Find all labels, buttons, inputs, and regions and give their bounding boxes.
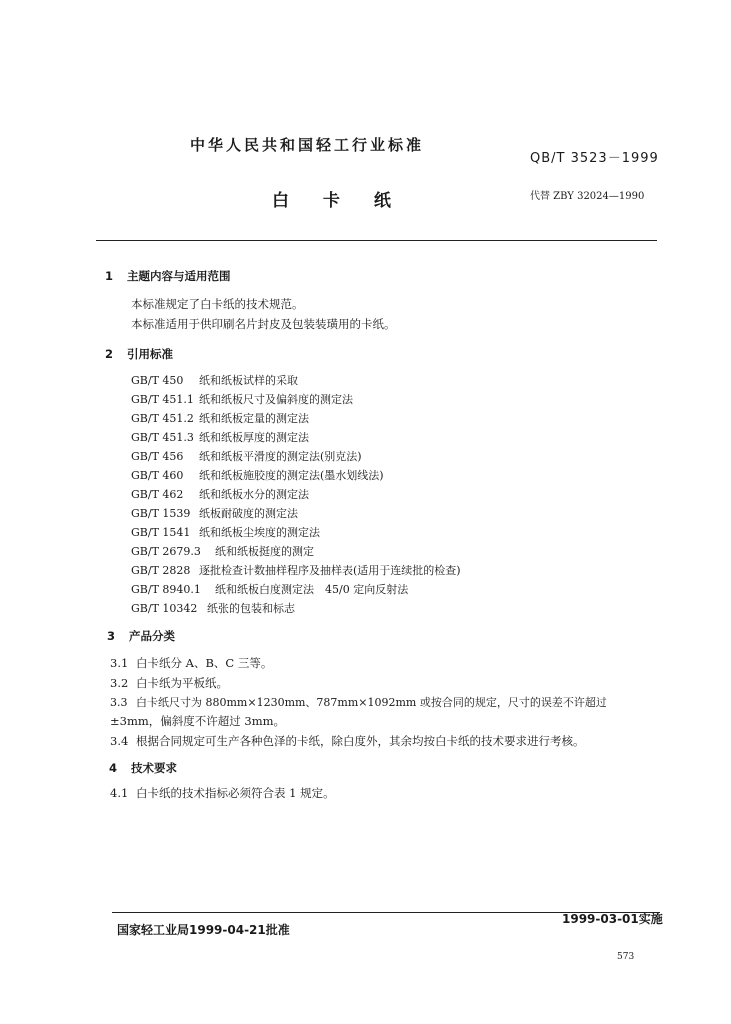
- paragraph: 本标准规定了白卡纸的技术规范。: [131, 297, 304, 311]
- paragraph: 本标准适用于供印刷名片封皮及包装装璜用的卡纸。: [131, 317, 396, 331]
- clause-number: 3.4: [110, 734, 129, 748]
- header-rule: [96, 240, 657, 241]
- reference-code: GB/T 451.3: [131, 431, 194, 444]
- reference-item: [131, 581, 408, 597]
- reference-title: 纸张的包装和标志: [207, 602, 295, 615]
- reference-item: [131, 600, 295, 616]
- reference-title: 纸和纸板试样的采取: [199, 374, 298, 387]
- reference-title: 纸和纸板挺度的测定: [215, 545, 314, 558]
- reference-title: 纸和纸板平滑度的测定法(别克法): [199, 450, 362, 463]
- standard-code: QB/T 3523－1999: [530, 151, 659, 166]
- clause-number: 3.3: [110, 696, 128, 709]
- clause-4-1: [110, 785, 335, 801]
- clause-text: 根据合同规定可生产各种色泽的卡纸，除白度外，其余均按白卡纸的技术要求进行考核。: [136, 734, 585, 748]
- doc-title: 白 卡 纸: [272, 191, 405, 211]
- section-number: 4: [109, 761, 118, 775]
- clause-continuation: ±3mm，偏斜度不许超过 3mm。: [110, 714, 286, 728]
- clause-text: 白卡纸分 A、B、C 三等。: [136, 656, 273, 670]
- section-number: 2: [105, 347, 114, 361]
- clause-3-4: [110, 733, 585, 749]
- section-title: 技术要求: [131, 761, 177, 775]
- reference-code: GB/T 460: [131, 469, 184, 482]
- implementation-date: 1999-03-01实施: [562, 912, 663, 926]
- section-4-heading: [109, 760, 177, 776]
- footer-rule: [112, 912, 660, 913]
- section-title: 引用标准: [127, 347, 173, 361]
- clause-text: 白卡纸的技术指标必须符合表 1 规定。: [136, 786, 335, 800]
- clause-text: 白卡纸尺寸为 880mm×1230mm、787mm×1092mm 或按合同的规定，尺寸的误差不许超过: [136, 696, 607, 709]
- reference-code: GB/T 450: [131, 374, 184, 387]
- reference-code: GB/T 10342: [131, 602, 198, 615]
- reference-item: [131, 524, 320, 540]
- reference-title: 纸和纸板定量的测定法: [199, 412, 309, 425]
- reference-title: 纸和纸板水分的测定法: [199, 488, 309, 501]
- reference-code: GB/T 462: [131, 488, 184, 501]
- section-2-heading: [105, 346, 173, 362]
- reference-item: [131, 543, 314, 559]
- clause-number: 3.1: [110, 656, 129, 670]
- clause-number: 3.2: [110, 676, 129, 690]
- clause-3-1: [110, 655, 272, 671]
- replaces-note: 代替 ZBY 32024—1990: [530, 191, 645, 202]
- reference-item: [131, 505, 298, 521]
- reference-title: 逐批检查计数抽样程序及抽样表(适用于连续批的检查): [199, 564, 461, 577]
- reference-code: GB/T 456: [131, 450, 184, 463]
- reference-item: [131, 410, 309, 426]
- reference-title: 纸板耐破度的测定法: [199, 507, 298, 520]
- standard-title: 中华人民共和国轻工行业标准: [190, 136, 425, 154]
- reference-title: 纸和纸板厚度的测定法: [199, 431, 309, 444]
- section-title: 产品分类: [129, 629, 175, 643]
- reference-code: GB/T 2828: [131, 564, 191, 577]
- reference-code: GB/T 1541: [131, 526, 191, 539]
- reference-code: GB/T 451.2: [131, 412, 194, 425]
- page-number: 573: [617, 952, 635, 962]
- section-number: 1: [105, 269, 114, 283]
- reference-code: GB/T 8940.1: [131, 583, 201, 596]
- reference-title: 纸和纸板尺寸及偏斜度的测定法: [199, 393, 353, 406]
- reference-item: [131, 448, 362, 464]
- section-title: 主题内容与适用范围: [127, 269, 231, 283]
- reference-item: [131, 467, 384, 483]
- reference-item: [131, 429, 309, 445]
- reference-title: 纸和纸板尘埃度的测定法: [199, 526, 320, 539]
- reference-title: 纸和纸板施胶度的测定法(墨水划线法): [199, 469, 384, 482]
- approval-line: 国家轻工业局1999-04-21批准: [117, 923, 290, 937]
- reference-item: [131, 486, 309, 502]
- clause-3-3: [110, 694, 607, 710]
- section-1-heading: [105, 268, 231, 284]
- reference-code: GB/T 451.1: [131, 393, 194, 406]
- clause-number: 4.1: [110, 786, 129, 800]
- reference-code: GB/T 1539: [131, 507, 191, 520]
- reference-item: [131, 372, 298, 388]
- section-number: 3: [107, 629, 116, 643]
- clause-text: 白卡纸为平板纸。: [136, 676, 228, 690]
- reference-item: [131, 391, 353, 407]
- section-3-heading: [107, 628, 175, 644]
- reference-code: GB/T 2679.3: [131, 545, 201, 558]
- reference-title: 纸和纸板白度测定法 45/0 定向反射法: [215, 583, 409, 596]
- clause-3-2: [110, 675, 228, 691]
- reference-item: [131, 562, 461, 578]
